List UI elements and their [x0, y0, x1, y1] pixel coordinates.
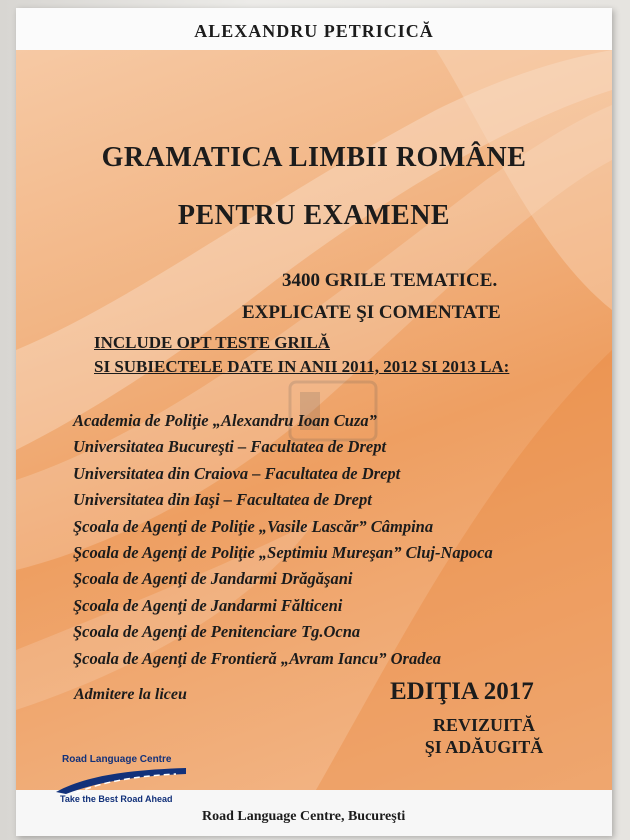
revised-line-2: ŞI ADĂUGITĂ	[424, 737, 544, 757]
institution-item: Universitatea Bucureşti – Facultatea de Drept	[73, 437, 387, 457]
admitere-text: Admitere la liceu	[74, 686, 187, 703]
title-line-2: PENTRU EXAMENE	[177, 200, 451, 231]
edition-label: EDIŢIA 2017	[390, 678, 534, 705]
logo-title: Road Language Centre	[62, 754, 172, 765]
institution-item: Universitatea din Iaşi – Facultatea de Drept	[73, 490, 372, 510]
revised-line-1: REVIZUITĂ	[432, 715, 536, 735]
publisher-logo	[56, 754, 186, 812]
institution-item: Şcoala de Agenţi de Penitenciare Tg.Ocna	[73, 622, 361, 642]
include-line-1: INCLUDE OPT TESTE GRILĂ	[94, 333, 331, 352]
institution-item: Universitatea din Craiova – Facultatea de Drept	[73, 463, 401, 483]
include-line-2: SI SUBIECTELE DATE IN ANII 2011, 2012 SI 2013 LA:	[94, 357, 510, 376]
book-cover	[16, 8, 612, 836]
title-line-1: GRAMATICA LIMBII ROMÂNE	[101, 142, 527, 173]
subtitle-line-2: EXPLICATE ŞI COMENTATE	[242, 302, 501, 323]
institution-item: Şcoala de Agenţi de Poliţie „Septimiu Mureşan” Cluj-Napoca	[73, 543, 493, 563]
institution-item: Şcoala de Agenţi de Jandarmi Fălticeni	[73, 595, 343, 615]
publisher-name: Road Language Centre, Bucureşti	[202, 809, 406, 824]
institution-item: Şcoala de Agenţi de Jandarmi Drăgăşani	[73, 569, 353, 589]
institution-list	[73, 408, 493, 672]
road-icon	[56, 766, 186, 794]
institution-item: Şcoala de Agenţi de Poliţie „Vasile Lascăr” Câmpina	[73, 516, 434, 536]
institution-item: Academia de Poliţie „Alexandru Ioan Cuza”	[73, 411, 377, 430]
institution-item: Şcoala de Agenţi de Frontieră „Avram Iancu” Oradea	[73, 648, 442, 668]
logo-tagline: Take the Best Road Ahead	[60, 794, 173, 804]
author-name: ALEXANDRU PETRICICĂ	[194, 21, 434, 41]
subtitle-line-1: 3400 GRILE TEMATICE.	[282, 270, 498, 291]
author-strip	[16, 8, 612, 50]
cover-panel	[16, 50, 612, 790]
